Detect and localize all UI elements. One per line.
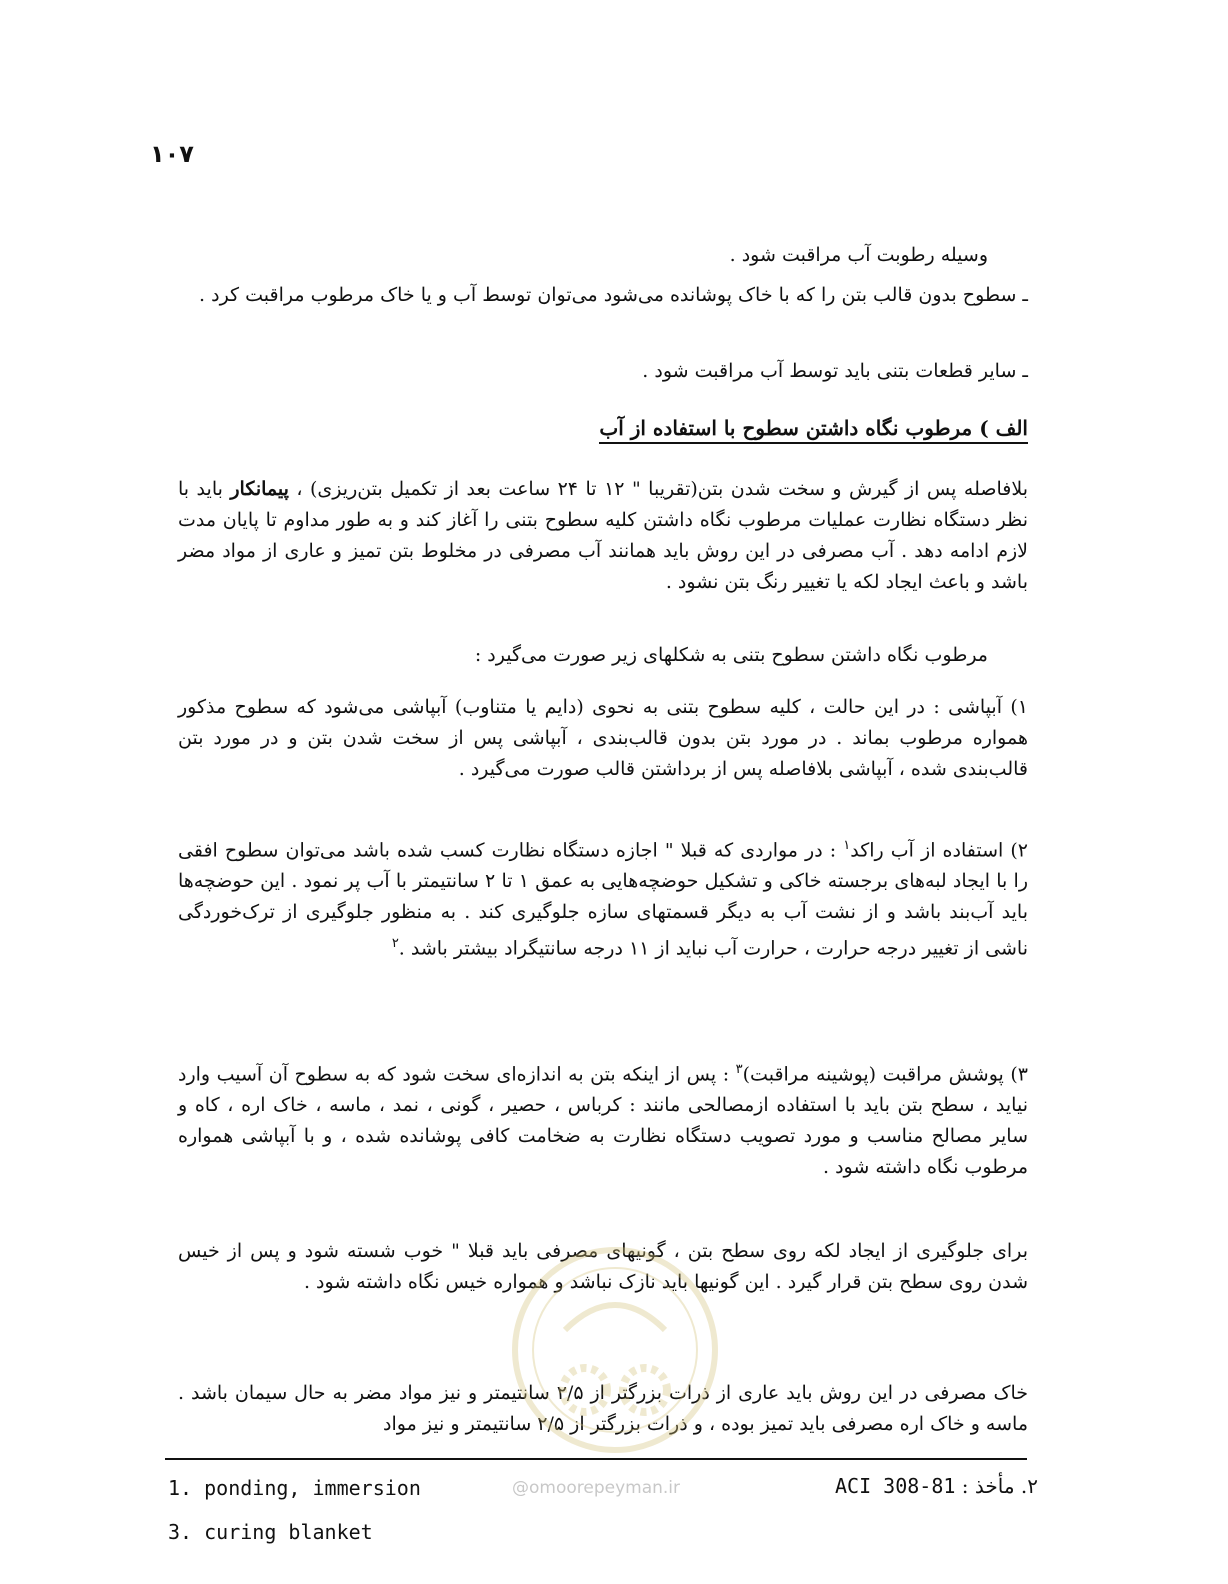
page-number: ۱۰۷ bbox=[150, 140, 194, 168]
list-item-2-lead: ۲) استفاده از آب راکد bbox=[850, 839, 1028, 862]
list-item-2-text: : در مواردی که قبلا " اجازه دستگاه نظارت کسب شده باشد می‌توان سطوح افقی را با ایجاد لبه‌های برجسته خاکی و تشکیل حوضچه‌هایی به عمق ۱ تا ۲ سانتیمتر با آب پر نمود . این حوضچه‌ها باید آب‌بند باشد و از نشت آب به دیگر قسمتهای سازه جلوگیری کند . به منظور جلوگیری از ترک‌خوردگی ناشی از تغییر درجه حرارت ، حرارت آب نباید از ۱۱ درجه سانتیگراد بیشتر باشد . bbox=[178, 839, 1028, 960]
footnote-ref-1: ۱ bbox=[843, 838, 851, 853]
footnote-2 bbox=[835, 1474, 1038, 1498]
list-item-3-lead: ۳) پوشش مراقبت (پوشینه مراقبت) bbox=[742, 1063, 1028, 1086]
footnote-1: 1. ponding, immersion bbox=[168, 1476, 421, 1500]
intro-line bbox=[178, 240, 1028, 271]
list-item-3-text: : پس از اینکه بتن به اندازه‌ای سخت شود که به سطوح آن آسیب وارد نیاید ، سطح بتن باید با استفاده ازمصالحی مانند : کرباس ، حصیر ، گونی ، نمد ، ماسه ، خاک اره ، کاه و سایر مصالح مناسب و مورد تصویب دستگاه نظارت به ضخامت کافی پوشانده شده ، و با آبپاشی همواره مرطوب نگاه داشته شود . bbox=[178, 1063, 1028, 1179]
intro-line-text: وسیله رطوبت آب مراقبت شود . bbox=[729, 244, 988, 266]
paragraph-4: خاک مصرفی در این روش باید عاری از ذرات بزرگتر از ۲/۵ سانتیمتر و نیز مواد مضر به حال سیمان باشد . ماسه و خاک اره مصرفی باید تمیز بوده ، و ذرات بزرگتر از ۲/۵ سانتیمتر و نیز مواد bbox=[178, 1382, 1028, 1435]
list-item-3 bbox=[178, 1054, 1028, 1183]
paragraph-2: مرطوب نگاه داشتن سطوح بتنی به شکلهای زیر صورت می‌گیرد : bbox=[474, 644, 988, 666]
footnote-3: 3. curing blanket bbox=[168, 1520, 373, 1544]
footnote-ref-3: ۳ bbox=[735, 1062, 743, 1077]
paragraph-1-text-b: باید با نظر دستگاه نظارت عملیات مرطوب نگاه داشتن کلیه سطوح بتنی را آغاز کند و به طور مداوم تا پایان مدت لازم ادامه دهد . آب مصرفی در این روش باید همانند آب مصرفی در مخلوط بتن تمیز و عاری از مواد مضر باشد و باعث ایجاد لکه یا تغییر رنگ بتن نشود . bbox=[178, 478, 1028, 593]
paragraph-1-text-a: بلافاصله پس از گیرش و سخت شدن بتن(تقریبا " ۱۲ تا ۲۴ ساعت بعد از تکمیل بتن‌ریزی) ، bbox=[288, 478, 1029, 500]
list-item-2 bbox=[178, 830, 1028, 965]
list-item-1: ۱) آبپاشی : در این حالت ، کلیه سطوح بتنی به نحوی (دایم یا متناوب) آبپاشی می‌شود که سطوح مذکور همواره مرطوب بماند . در مورد بتن بدون قالب‌بندی ، آبپاشی پس از سخت شدن بتن و در مورد بتن قالب‌بندی شده ، آبپاشی بلافاصله پس از برداشتن قالب صورت می‌گیرد . bbox=[178, 696, 1028, 780]
intro-bullet-1: ـ سطوح بدون قالب بتن را که با خاک پوشانده می‌شود می‌توان توسط آب و یا خاک مرطوب مراقبت کرد . bbox=[199, 284, 1028, 306]
footnote-2-source: ACI 308-81 bbox=[834, 1474, 956, 1498]
paragraph-3: برای جلوگیری از ایجاد لکه روی سطح بتن ، گونیهای مصرفی باید قبلا " خوب شسته شود و پس از خیس شدن روی سطح بتن قرار گیرد . این گونیها باید نازک نباشد و همواره خیس نگاه داشته شود . bbox=[178, 1240, 1028, 1293]
paragraph-1 bbox=[178, 474, 1028, 598]
footnote-divider bbox=[165, 1458, 1027, 1460]
watermark-text: @omoorepeyman.ir bbox=[512, 1478, 681, 1498]
section-heading: الف ) مرطوب نگاه داشتن سطوح با استفاده از آب bbox=[599, 416, 1028, 444]
intro-bullet-2: ـ سایر قطعات بتنی باید توسط آب مراقبت شود . bbox=[642, 360, 1028, 382]
paragraph-1-bold: پیمانکار bbox=[230, 478, 289, 500]
footnote-2-label: ۲. مأخذ : bbox=[961, 1474, 1038, 1498]
footnote-ref-2: ۲ bbox=[391, 936, 399, 952]
